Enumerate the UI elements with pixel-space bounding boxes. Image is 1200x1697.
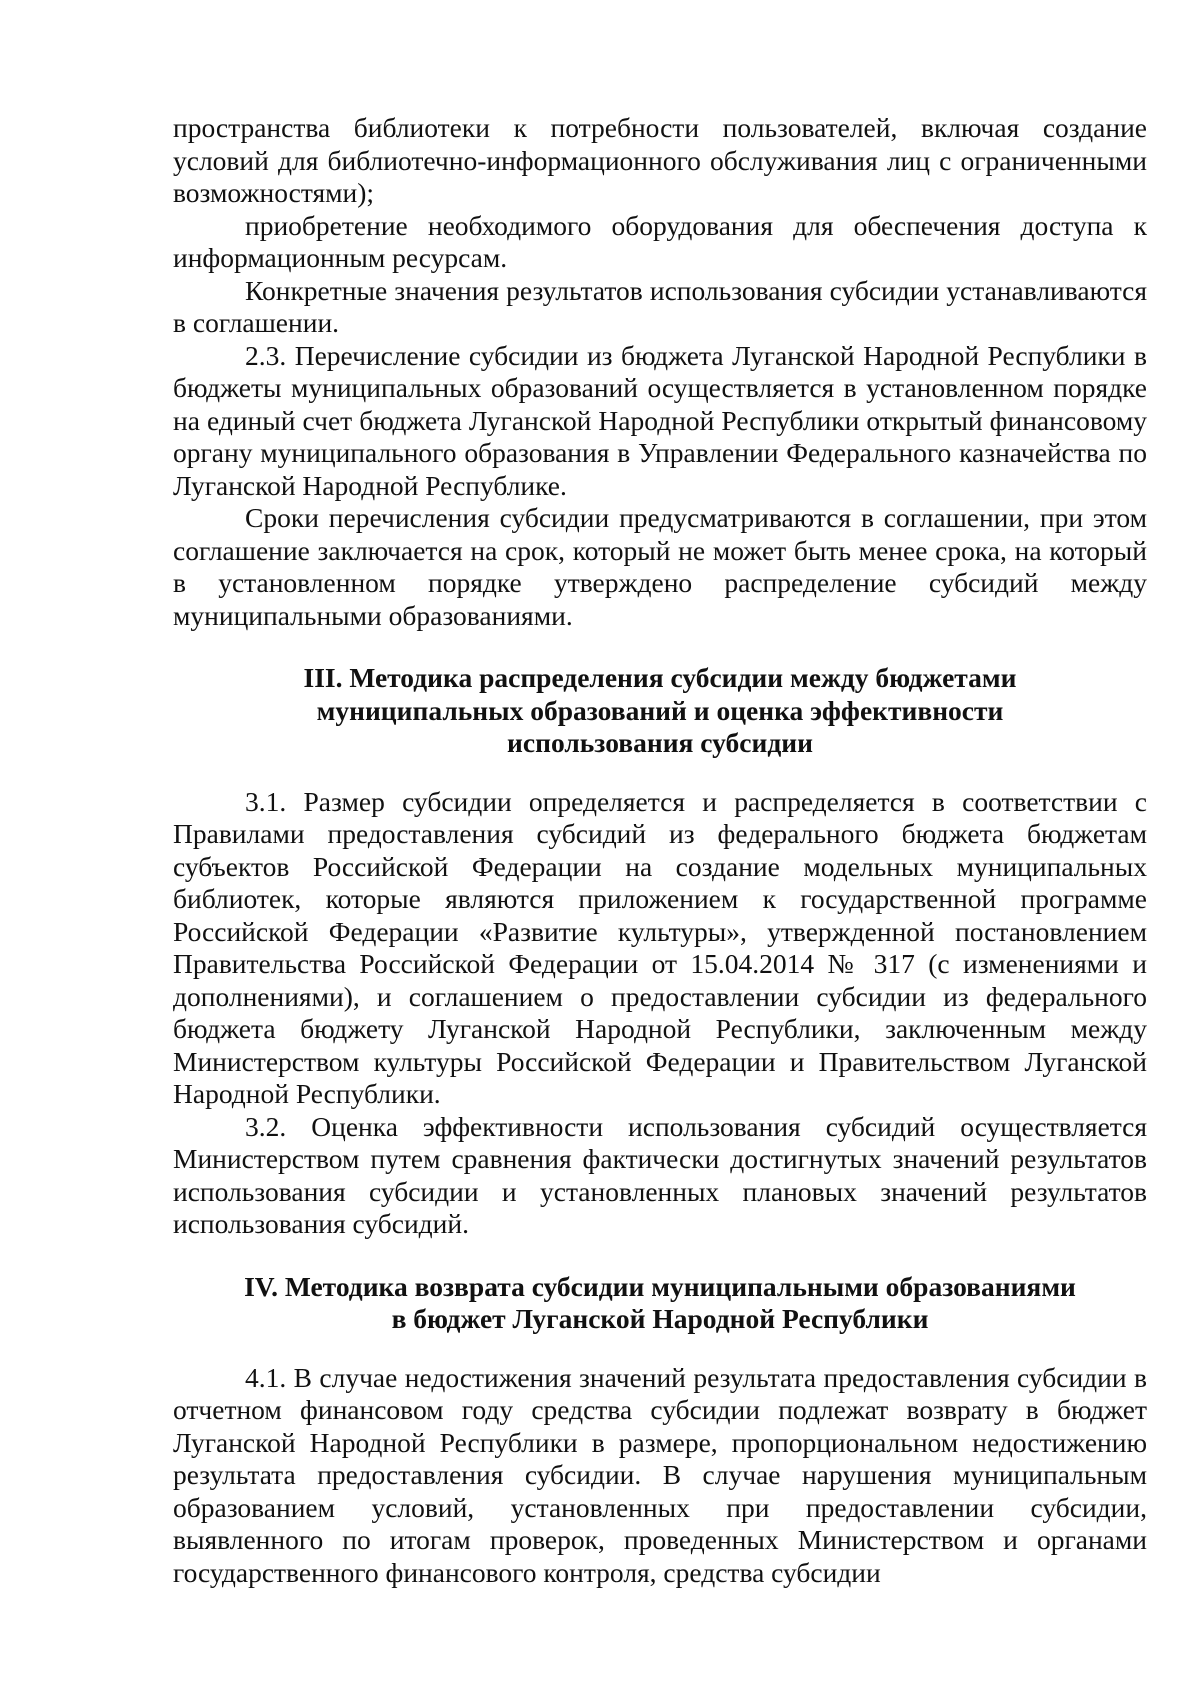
paragraph-transfer-terms: Сроки перечисления субсидии предусматриваются в соглашении, при этом соглашение заключается на срок, который не может быть менее срока, на который в установленном порядке утверждено распределение субсидий между муниципальными образованиями. <box>173 502 1147 631</box>
spacer <box>173 760 1147 786</box>
section-4-heading-line: в бюджет Луганской Народной Республики <box>391 1303 929 1334</box>
spacer <box>173 1241 1147 1271</box>
paragraph-3-2: 3.2. Оценка эффективности использования субсидий осуществляется Министерством путем сравнения фактически достигнутых значений результатов использования субсидии и установленных плановых значений результатов использования субсидий. <box>173 1110 1147 1239</box>
spacer <box>173 632 1147 662</box>
paragraph-2-3: 2.3. Перечисление субсидии из бюджета Луганской Народной Республики в бюджеты муниципальных образований осуществляется в установленном порядке на единый счет бюджета Луганской Народной Республики открытый финансовому органу муниципального образования в Управлении Федерального казначейства по Луганской Народной Республике. <box>173 339 1147 501</box>
paragraph-3-1: 3.1. Размер субсидии определяется и распределяется в соответствии с Правилами предоставления субсидий из федерального бюджета бюджетам субъектов Российской Федерации на создание модельных муниципальных библиотек, которые являются приложением к государственной программе Российской Федерации «Развитие культуры», утвержденной постановлением Правительства Российской Федерации от 15.04.2014 № 317 (с изменениями и дополнениями), и соглашением о предоставлении субсидии из федерального бюджета бюджету Луганской Народной Республики, заключенным между Министерством культуры Российской Федерации и Правительством Луганской Народной Республики. <box>173 785 1147 1109</box>
paragraph-continuation: пространства библиотеки к потребности пользователей, включая создание условий для библиотечно-информационного обслуживания лиц с ограниченными возможностями); <box>173 112 1147 208</box>
paragraph-4-1: 4.1. В случае недостижения значений результата предоставления субсидии в отчетном финансовом году средства субсидии подлежат возврату в бюджет Луганской Народной Республики в размере, пропорциональном недостижению результата предоставления субсидии. В случае нарушения муниципальным образованием условий, установленных при предоставлении субсидии, выявленного по итогам проверок, проведенных Министерством и органами государственного финансового контроля, средства субсидии <box>173 1361 1147 1588</box>
paragraph-equipment: приобретение необходимого оборудования для обеспечения доступа к информационным ресурсам. <box>173 209 1147 273</box>
section-4-heading <box>173 1271 1147 1336</box>
section-3-heading-line: муниципальных образований и оценка эффективности <box>316 694 1004 726</box>
section-3-heading-line: III. Методика распределения субсидии между бюджетами <box>303 662 1017 693</box>
section-3-heading-line: использования субсидии <box>507 727 813 758</box>
section-4-heading-line: IV. Методика возврата субсидии муниципальными образованиями <box>244 1270 1076 1302</box>
section-3-heading <box>173 662 1147 760</box>
paragraph-results-values: Конкретные значения результатов использования субсидии устанавливаются в соглашении. <box>173 274 1147 338</box>
spacer <box>173 1336 1147 1362</box>
document-page <box>173 112 1147 1589</box>
